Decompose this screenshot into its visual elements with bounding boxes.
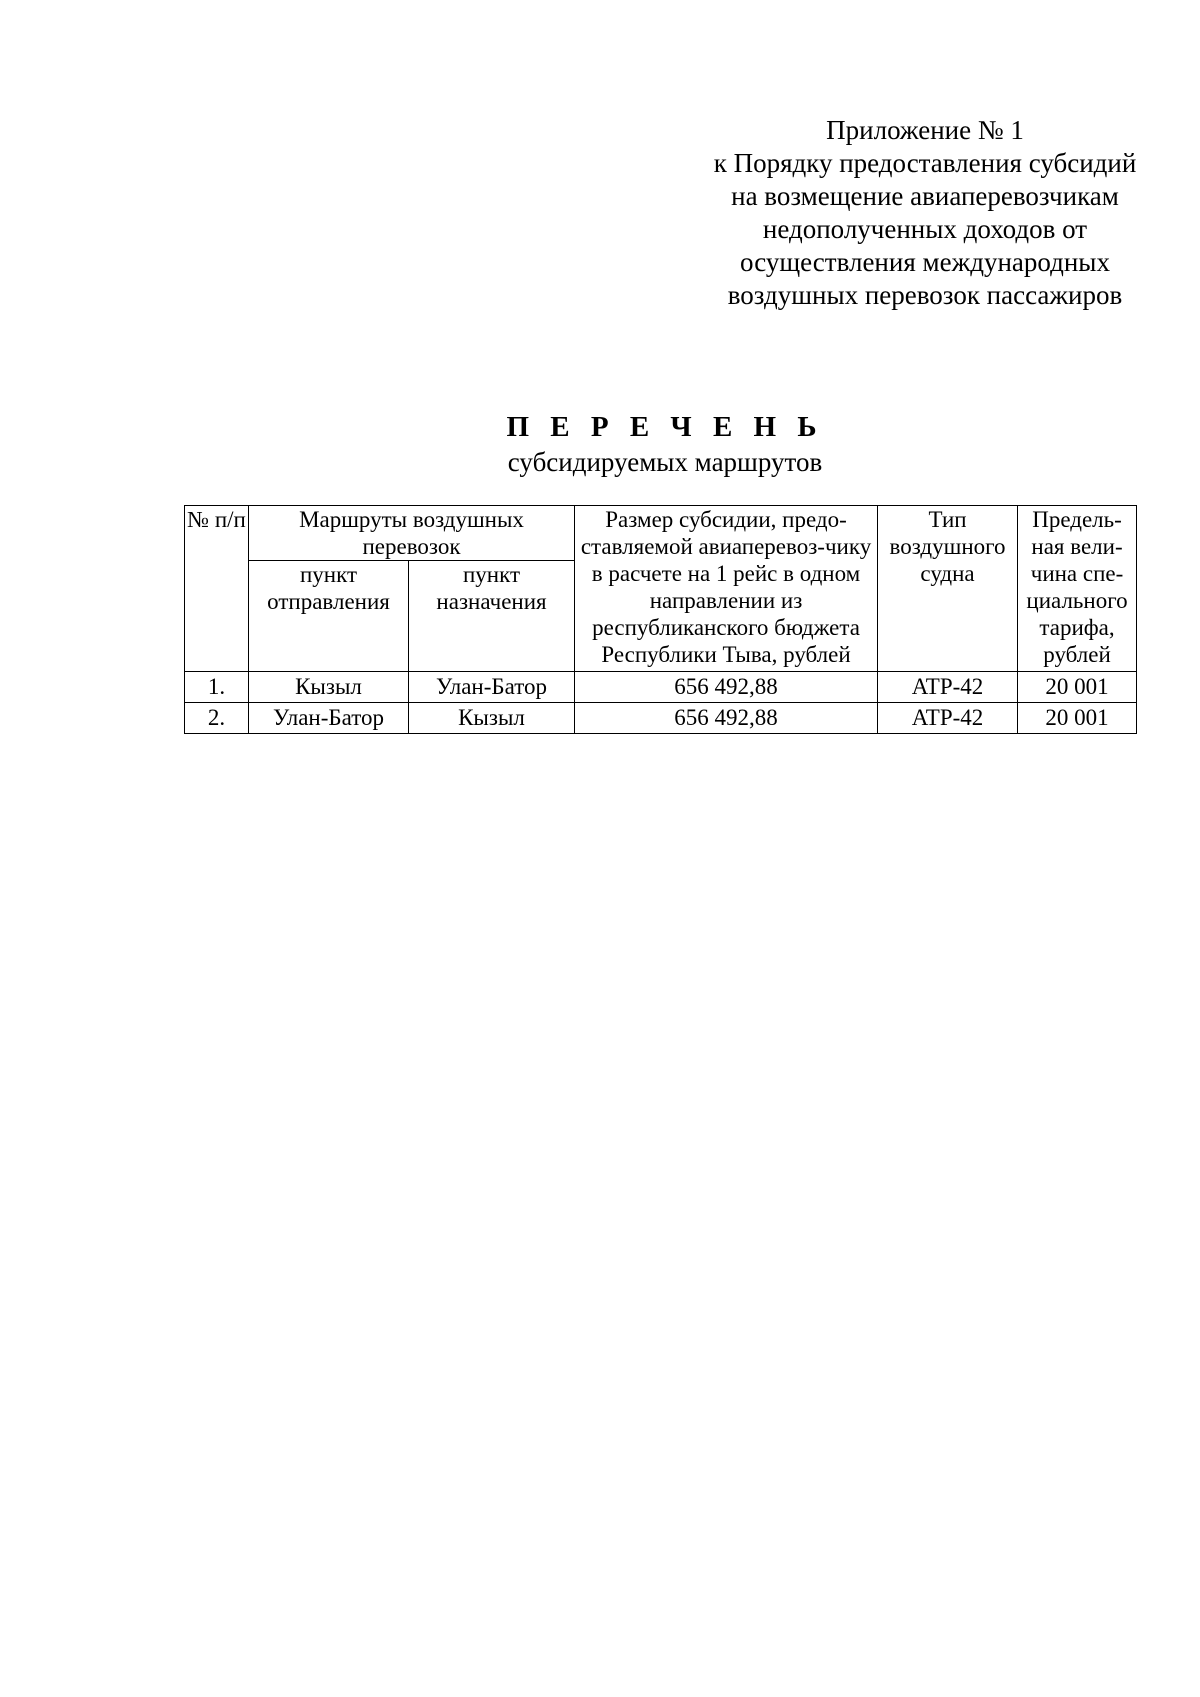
cell-subsidy: 656 492,88 [575, 703, 878, 734]
cell-num: 1. [185, 672, 249, 703]
cell-aircraft: ATP-42 [878, 703, 1018, 734]
document-title: П Е Р Е Ч Е Н Ь [506, 411, 824, 443]
cell-tariff: 20 001 [1018, 672, 1137, 703]
header-routes: Маршруты воздушных перевозок [249, 506, 575, 561]
appendix-line: осуществления международных [740, 247, 1110, 277]
header-subsidy: Размер субсидии, предо-ставляемой авиаперевоз-чику в расчете на 1 рейс в одном направлении из республиканского бюджета Республики Тыва, рублей [575, 506, 878, 672]
appendix-line: воздушных перевозок пассажиров [727, 280, 1123, 310]
cell-subsidy: 656 492,88 [575, 672, 878, 703]
cell-tariff: 20 001 [1018, 703, 1137, 734]
header-tariff: Предель-ная вели-чина спе-циального тарифа, рублей [1018, 506, 1137, 672]
cell-destination: Улан-Батор [409, 672, 575, 703]
appendix-line: на возмещение авиаперевозчикам [731, 181, 1119, 211]
header-num: № п/п [185, 506, 249, 672]
document-heading [0, 409, 1200, 479]
appendix-line: Приложение № 1 [826, 115, 1024, 145]
cell-destination: Кызыл [409, 703, 575, 734]
appendix-block [690, 114, 1160, 312]
routes-table [184, 505, 1137, 734]
cell-departure: Кызыл [249, 672, 409, 703]
document-subtitle: субсидируемых маршрутов [507, 447, 823, 477]
header-aircraft: Тип воздушного судна [878, 506, 1018, 672]
cell-aircraft: ATP-42 [878, 672, 1018, 703]
header-destination: пункт назначения [409, 561, 575, 672]
table-row [185, 703, 1137, 734]
appendix-line: к Порядку предоставления субсидий [713, 148, 1137, 178]
cell-departure: Улан-Батор [249, 703, 409, 734]
appendix-line: недополученных доходов от [762, 214, 1088, 244]
cell-num: 2. [185, 703, 249, 734]
header-departure: пункт отправления [249, 561, 409, 672]
table-row [185, 672, 1137, 703]
